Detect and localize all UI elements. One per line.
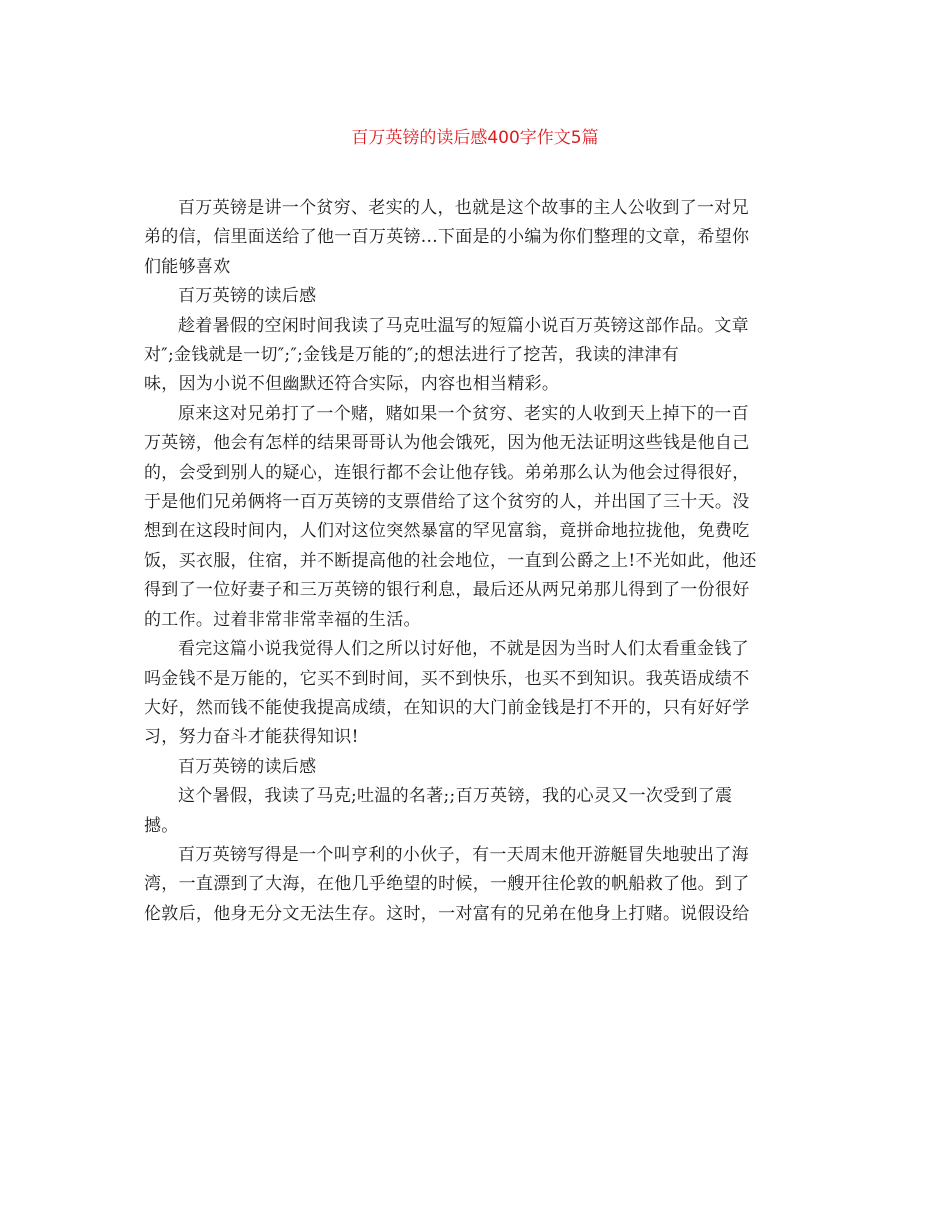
paragraph xyxy=(144,753,806,782)
text-line: 原来这对兄弟打了一个赌，赌如果一个贫穷、老实的人收到天上掉下的一百 xyxy=(178,403,749,424)
text-line: 趁着暑假的空闲时间我读了马克吐温写的短篇小说百万英镑这部作品。文章 xyxy=(178,315,749,336)
text-line: 味，因为小说不但幽默还符合实际，内容也相当精彩。 xyxy=(144,374,560,395)
text-line: 百万英镑是讲一个贫穷、老实的人，也就是这个故事的主人公收到了一对兄 xyxy=(178,198,749,218)
text-line: 于是他们兄弟俩将一百万英镑的支票借给了这个贫穷的人，并出国了三十天。没 xyxy=(144,492,750,513)
text-line: 习，努力奋斗才能获得知识! xyxy=(144,727,359,748)
text-line: 想到在这段时间内，人们对这位突然暴富的罕见富翁，竟拼命地拉拢他，免费吃 xyxy=(144,521,750,542)
text-line: 这个暑假，我读了马克;吐温的名著;;百万英镑，我的心灵又一次受到了震 xyxy=(178,786,733,807)
text-line: 百万英镑的读后感 xyxy=(178,286,317,307)
text-line: 们能够喜欢 xyxy=(144,256,231,277)
text-line: 万英镑，他会有怎样的结果哥哥认为他会饿死，因为他无法证明这些钱是他自己 xyxy=(144,433,750,454)
text-line: 百万英镑写得是一个叫亨利的小伙子，有一天周末他开游艇冒失地驶出了海 xyxy=(178,844,749,865)
document-title: 百万英镑的读后感400字作文5篇 xyxy=(351,128,599,148)
text-line: 撼。 xyxy=(144,815,179,836)
text-line: 得到了一位好妻子和三万英镑的银行利息，最后还从两兄弟那儿得到了一份很好 xyxy=(144,580,750,601)
paragraph xyxy=(144,194,806,282)
text-line: 对″;金钱就是一切″;″;金钱是万能的″;的想法进行了挖苦，我读的津津有 xyxy=(144,345,680,366)
paragraph xyxy=(144,312,806,400)
paragraph xyxy=(144,782,806,841)
text-line: 的，会受到别人的疑心，连银行都不会让他存钱。弟弟那么认为他会过得很好， xyxy=(144,462,750,483)
text-line: 饭，买衣服，住宿，并不断提高他的社会地位，一直到公爵之上!不光如此，他还 xyxy=(144,550,757,571)
text-line: 湾，一直漂到了大海，在他几乎绝望的时候，一艘开往伦敦的帆船救了他。到了 xyxy=(144,874,750,895)
text-line: 百万英镑的读后感 xyxy=(178,756,317,777)
text-line: 伦敦后，他身无分文无法生存。这时，一对富有的兄弟在他身上打赌。说假设给 xyxy=(144,903,750,924)
text-line: 的工作。过着非常非常幸福的生活。 xyxy=(144,609,421,630)
paragraph xyxy=(144,400,806,635)
text-line: 看完这篇小说我觉得人们之所以讨好他，不就是因为当时人们太看重金钱了 xyxy=(178,639,749,660)
paragraph xyxy=(144,635,806,753)
text-line: 吗金钱不是万能的，它买不到时间，买不到快乐，也买不到知识。我英语成绩不 xyxy=(144,668,750,689)
paragraph xyxy=(144,282,806,311)
text-line: 大好，然而钱不能使我提高成绩，在知识的大门前金钱是打不开的，只有好好学 xyxy=(144,697,750,718)
text-line: 弟的信，信里面送给了他一百万英镑...下面是的小编为你们整理的文章，希望你 xyxy=(144,227,750,248)
paragraph xyxy=(144,841,806,929)
document-body xyxy=(144,194,806,929)
